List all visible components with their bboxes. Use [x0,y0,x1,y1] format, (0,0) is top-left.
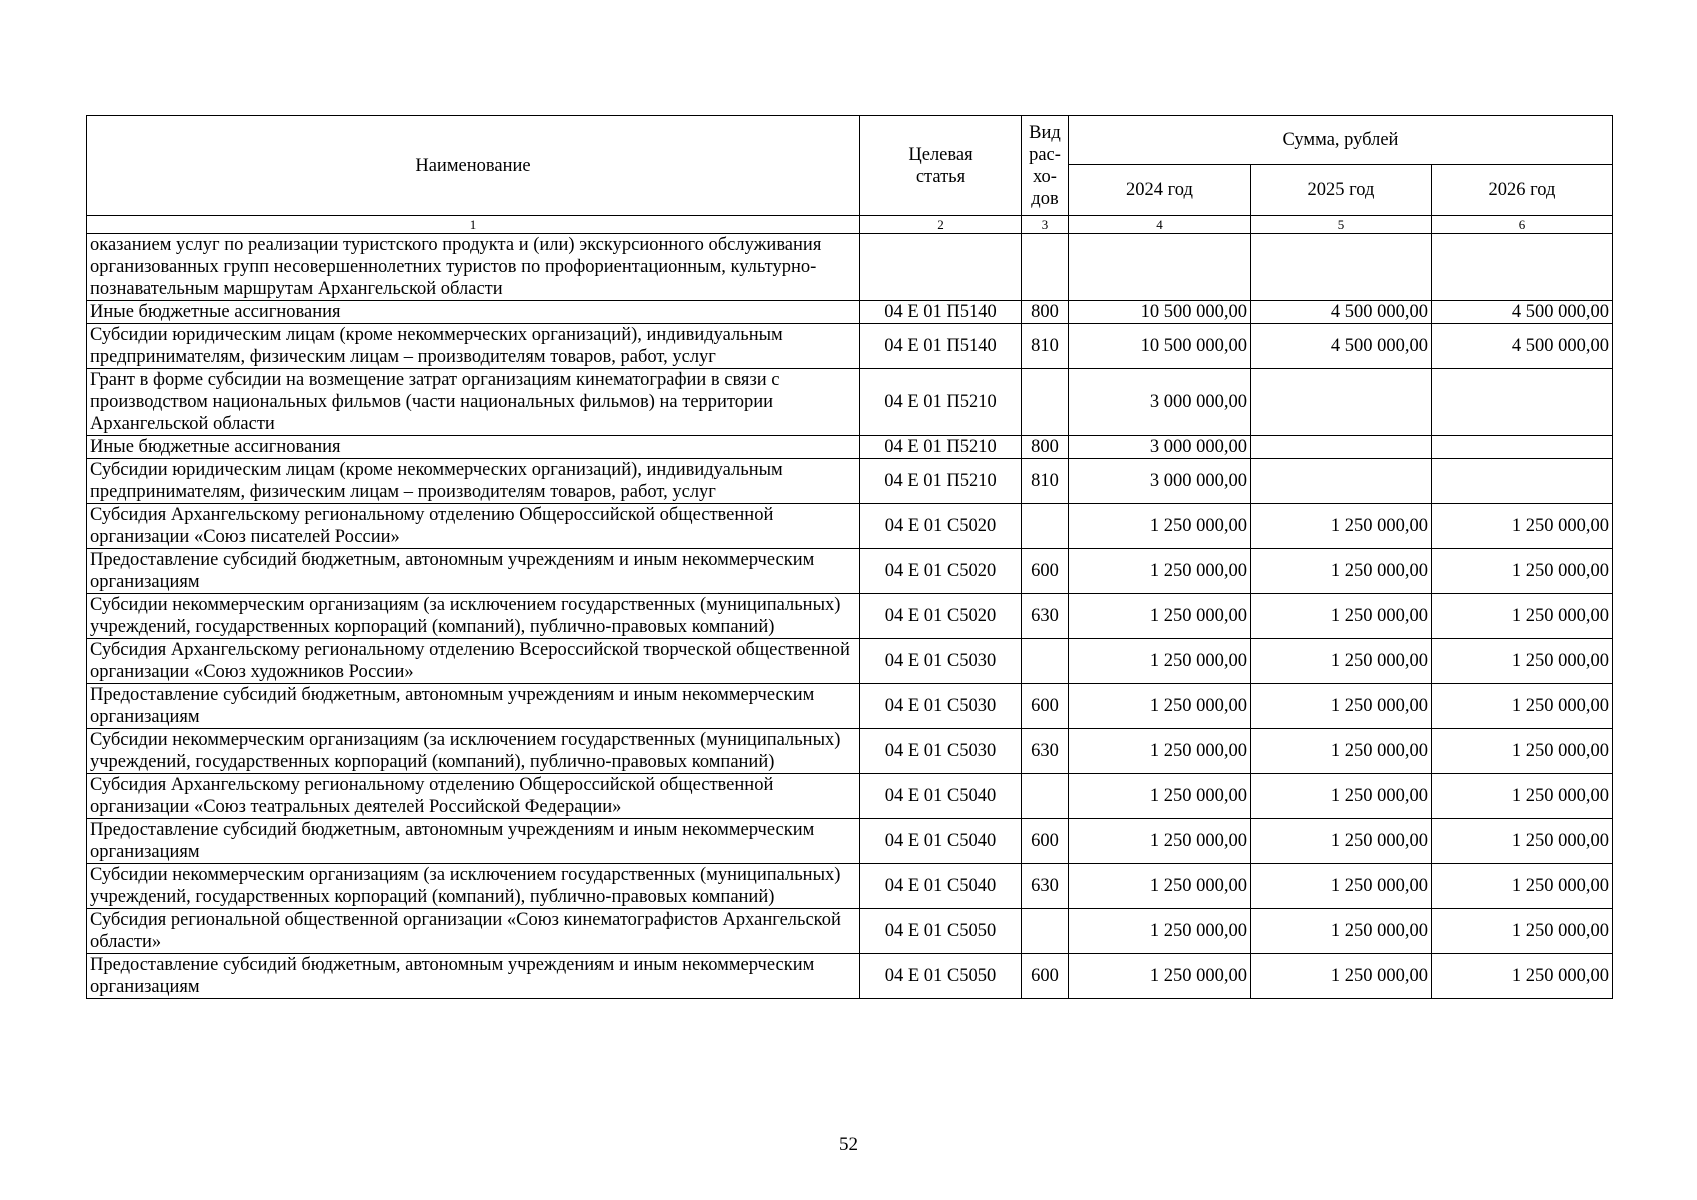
row-sum-2024: 1 250 000,00 [1069,639,1251,684]
row-name: Субсидия региональной общественной организации «Союз кинематографистов Архангельской области» [87,909,860,954]
row-sum-2026 [1432,234,1613,301]
header-name-text: Наименование [415,155,531,176]
row-sum-2024: 1 250 000,00 [1069,504,1251,549]
page-number: 52 [839,1134,858,1155]
row-name: Предоставление субсидий бюджетным, автономным учреждениям и иным некоммерческим организациям [87,819,860,864]
row-expense-type: 810 [1022,459,1069,504]
table-row [87,459,1613,504]
row-sum-2026 [1432,436,1613,459]
row-expense-type: 600 [1022,684,1069,729]
row-expense-type [1022,639,1069,684]
row-sum-2024: 3 000 000,00 [1069,369,1251,436]
row-name: Субсидия Архангельскому региональному отделению Всероссийской творческой общественной организации «Союз художников России» [87,639,860,684]
table-row [87,954,1613,999]
row-sum-2024: 1 250 000,00 [1069,954,1251,999]
row-sum-2025: 1 250 000,00 [1251,819,1432,864]
row-name: Предоставление субсидий бюджетным, автономным учреждениям и иным некоммерческим организациям [87,684,860,729]
budget-table [86,115,1613,999]
row-sum-2025: 1 250 000,00 [1251,549,1432,594]
column-numbers-row [87,216,1613,234]
row-target-article: 04 Е 01 П5210 [860,459,1022,504]
row-sum-2026: 4 500 000,00 [1432,301,1613,324]
row-expense-type [1022,774,1069,819]
row-target-article [860,234,1022,301]
row-target-article: 04 Е 01 С5040 [860,774,1022,819]
row-sum-2025 [1251,459,1432,504]
table-row [87,436,1613,459]
row-expense-type: 630 [1022,594,1069,639]
column-number: 4 [1069,216,1251,234]
row-sum-2026: 4 500 000,00 [1432,324,1613,369]
row-name: Субсидии некоммерческим организациям (за исключением государственных (муниципальных) учреждений, государственных корпораций (компаний), публично-правовых компаний) [87,594,860,639]
row-sum-2024: 3 000 000,00 [1069,436,1251,459]
row-sum-2025: 1 250 000,00 [1251,594,1432,639]
row-target-article: 04 Е 01 П5140 [860,301,1022,324]
row-sum-2024: 10 500 000,00 [1069,324,1251,369]
row-sum-2025: 1 250 000,00 [1251,639,1432,684]
row-expense-type [1022,909,1069,954]
row-sum-2026: 1 250 000,00 [1432,909,1613,954]
row-sum-2025: 1 250 000,00 [1251,864,1432,909]
header-year-2025: 2025 год [1251,165,1432,216]
table-row [87,819,1613,864]
row-expense-type [1022,504,1069,549]
row-sum-2026: 1 250 000,00 [1432,684,1613,729]
header-expense-type [1022,116,1069,216]
header-target-line1: Целевая [908,144,973,165]
row-expense-type: 800 [1022,301,1069,324]
row-sum-2024: 3 000 000,00 [1069,459,1251,504]
row-target-article: 04 Е 01 С5050 [860,909,1022,954]
row-sum-2024: 1 250 000,00 [1069,819,1251,864]
header-year-2026: 2026 год [1432,165,1613,216]
row-name: Субсидии некоммерческим организациям (за исключением государственных (муниципальных) учреждений, государственных корпораций (компаний), публично-правовых компаний) [87,864,860,909]
row-target-article: 04 Е 01 С5030 [860,729,1022,774]
row-sum-2025: 4 500 000,00 [1251,324,1432,369]
row-sum-2026: 1 250 000,00 [1432,954,1613,999]
table-row [87,369,1613,436]
row-name: Субсидия Архангельскому региональному отделению Общероссийской общественной организации «Союз писателей России» [87,504,860,549]
table-row [87,639,1613,684]
row-sum-2024: 10 500 000,00 [1069,301,1251,324]
row-sum-2026: 1 250 000,00 [1432,819,1613,864]
table-row [87,864,1613,909]
column-number: 6 [1432,216,1613,234]
row-sum-2025: 1 250 000,00 [1251,954,1432,999]
row-sum-2025 [1251,436,1432,459]
column-number: 1 [87,216,860,234]
header-year-2024: 2024 год [1069,165,1251,216]
table-row [87,301,1613,324]
row-name: Иные бюджетные ассигнования [87,436,860,459]
row-expense-type [1022,234,1069,301]
header-type-line2: рас- [1029,144,1061,165]
row-expense-type: 600 [1022,954,1069,999]
row-expense-type: 600 [1022,819,1069,864]
table-row [87,234,1613,301]
row-sum-2026 [1432,369,1613,436]
table-row [87,324,1613,369]
table-row [87,504,1613,549]
table-row [87,909,1613,954]
row-sum-2025: 1 250 000,00 [1251,774,1432,819]
row-target-article: 04 Е 01 С5030 [860,639,1022,684]
row-expense-type: 630 [1022,864,1069,909]
header-type-line4: дов [1031,188,1059,209]
row-target-article: 04 Е 01 С5020 [860,549,1022,594]
row-sum-2026: 1 250 000,00 [1432,864,1613,909]
row-sum-2026: 1 250 000,00 [1432,549,1613,594]
row-sum-2024: 1 250 000,00 [1069,909,1251,954]
row-sum-2025: 1 250 000,00 [1251,729,1432,774]
row-target-article: 04 Е 01 П5210 [860,369,1022,436]
row-name: Субсидии некоммерческим организациям (за исключением государственных (муниципальных) учреждений, государственных корпораций (компаний), публично-правовых компаний) [87,729,860,774]
row-sum-2025 [1251,369,1432,436]
table-body [87,234,1613,999]
row-name: Субсидии юридическим лицам (кроме некоммерческих организаций), индивидуальным предпринимателям, физическим лицам – производителям товаров, работ, услуг [87,459,860,504]
column-number: 3 [1022,216,1069,234]
header-sum-text: Сумма, рублей [1282,130,1399,150]
row-sum-2024: 1 250 000,00 [1069,864,1251,909]
row-sum-2026 [1432,459,1613,504]
header-type-line3: хо- [1033,166,1057,187]
row-sum-2024 [1069,234,1251,301]
row-target-article: 04 Е 01 С5020 [860,594,1022,639]
row-name: Грант в форме субсидии на возмещение затрат организациям кинематографии в связи с производством национальных фильмов (части национальных фильмов) на территории Архангельской области [87,369,860,436]
table-header [87,116,1613,234]
row-name: оказанием услуг по реализации туристского продукта и (или) экскурсионного обслуживания организованных групп несовершеннолетних туристов по профориентационным, культурно-познавательным маршрутам Архангельской области [87,234,860,301]
table-row [87,729,1613,774]
row-name: Субсидии юридическим лицам (кроме некоммерческих организаций), индивидуальным предпринимателям, физическим лицам – производителям товаров, работ, услуг [87,324,860,369]
column-number: 2 [860,216,1022,234]
row-name: Предоставление субсидий бюджетным, автономным учреждениям и иным некоммерческим организациям [87,549,860,594]
row-sum-2026: 1 250 000,00 [1432,504,1613,549]
row-sum-2025: 4 500 000,00 [1251,301,1432,324]
row-sum-2025: 1 250 000,00 [1251,504,1432,549]
row-sum-2025: 1 250 000,00 [1251,909,1432,954]
table-row [87,774,1613,819]
row-sum-2024: 1 250 000,00 [1069,774,1251,819]
table-row [87,549,1613,594]
row-expense-type [1022,369,1069,436]
table-row [87,594,1613,639]
row-sum-2024: 1 250 000,00 [1069,684,1251,729]
column-number: 5 [1251,216,1432,234]
row-expense-type: 630 [1022,729,1069,774]
header-target-article [860,116,1022,216]
row-target-article: 04 Е 01 П5210 [860,436,1022,459]
row-sum-2026: 1 250 000,00 [1432,774,1613,819]
row-target-article: 04 Е 01 С5030 [860,684,1022,729]
row-name: Субсидия Архангельскому региональному отделению Общероссийской общественной организации «Союз театральных деятелей Российской Федерации» [87,774,860,819]
row-expense-type: 800 [1022,436,1069,459]
row-sum-2025: 1 250 000,00 [1251,684,1432,729]
row-expense-type: 810 [1022,324,1069,369]
table-row [87,684,1613,729]
row-target-article: 04 Е 01 С5040 [860,864,1022,909]
row-sum-2025 [1251,234,1432,301]
row-target-article: 04 Е 01 П5140 [860,324,1022,369]
row-target-article: 04 Е 01 С5020 [860,504,1022,549]
row-expense-type: 600 [1022,549,1069,594]
header-target-line2: статья [915,166,966,187]
row-name: Иные бюджетные ассигнования [87,301,860,324]
header-sum [1069,116,1613,165]
row-target-article: 04 Е 01 С5040 [860,819,1022,864]
row-sum-2024: 1 250 000,00 [1069,594,1251,639]
header-type-line1: Вид [1029,122,1061,143]
row-sum-2026: 1 250 000,00 [1432,639,1613,684]
row-name: Предоставление субсидий бюджетным, автономным учреждениям и иным некоммерческим организациям [87,954,860,999]
row-sum-2024: 1 250 000,00 [1069,729,1251,774]
row-sum-2024: 1 250 000,00 [1069,549,1251,594]
row-sum-2026: 1 250 000,00 [1432,729,1613,774]
row-target-article: 04 Е 01 С5050 [860,954,1022,999]
row-sum-2026: 1 250 000,00 [1432,594,1613,639]
header-name [87,116,860,216]
